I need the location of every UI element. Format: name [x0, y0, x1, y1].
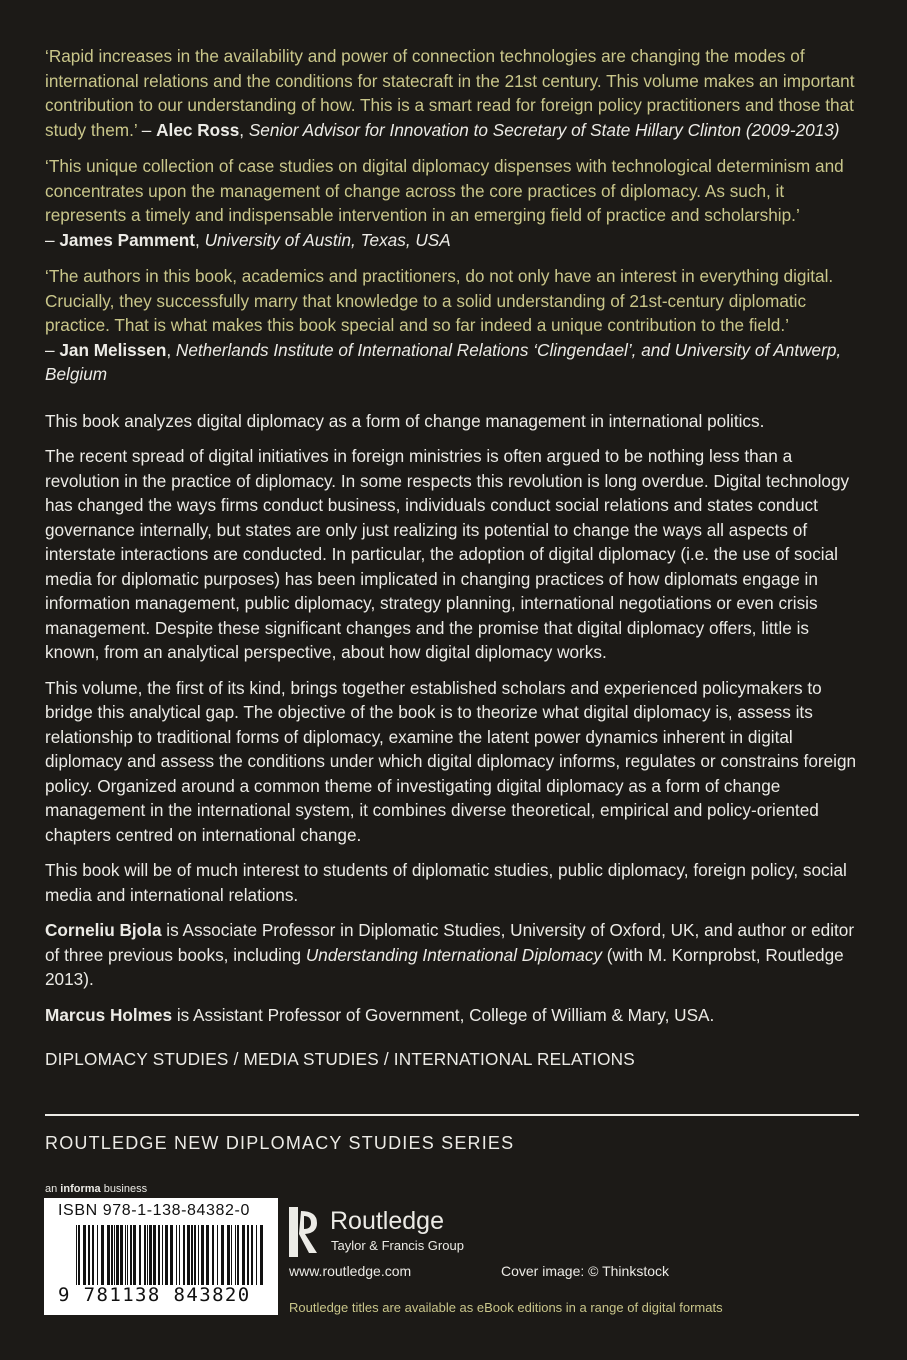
barcode-bar [139, 1225, 141, 1285]
ebook-note: Routledge titles are available as eBook editions in a range of digital formats [289, 1300, 723, 1315]
cover-credit: Cover image: © Thinkstock [501, 1263, 670, 1279]
barcode-bar [165, 1225, 168, 1285]
endorser-name: Jan Melissen [59, 339, 167, 360]
barcode-bar [237, 1225, 239, 1285]
subject-categories: DIPLOMACY STUDIES / MEDIA STUDIES / INTERNATIONAL RELATIONS [45, 1049, 635, 1069]
description-paragraph: The recent spread of digital initiatives in foreign ministries is often argued to be nothing less than a revolution in the practice of diplomacy. In some respects this revolution is long overdue. Digital technology has changed the ways firms conduct business, individuals conduct social relations and states conduct governance internally, but states are only just realizing its potential to change the ways all aspects of interstate interactions are conducted. In particular, the adoption of digital diplomacy (i.e. the use of social media for diplomatic purposes) has been implicated in changing practices of how diplomats engage in information management, public diplomacy, strategy planning, international negotiations or even crisis management. Despite these significant changes and the promise that digital diplomacy offers, little is known, from an analytical perspective, about how digital diplomacy works. [45, 446, 850, 662]
endorsements [45, 44, 865, 387]
barcode-bar [162, 1225, 163, 1285]
barcode-bar [212, 1225, 214, 1285]
book-title: Understanding International Diplomacy [305, 944, 603, 965]
endorser-affiliation: Netherlands Institute of International Relations ‘Clingendael’, and University of Antwerp, Belgium [45, 339, 842, 384]
isbn-label: ISBN 978-1-138-84382-0 [58, 1202, 250, 1219]
author-name: Marcus Holmes [45, 1004, 173, 1025]
barcode-bar [78, 1225, 80, 1285]
barcode-bar [235, 1225, 236, 1285]
barcode-bar [153, 1225, 156, 1285]
barcode-bar [114, 1225, 115, 1285]
barcode-bar [83, 1225, 86, 1285]
barcode-bar [147, 1225, 148, 1285]
barcode-bar [127, 1225, 128, 1285]
endorsement-2: ‘This unique collection of case studies on digital diplomacy dispenses with technological determinism and concentrates upon the management of change across the core practices of diplomacy. As such, it represents a timely and indispensable intervention in an emerging field of practice and scholarship.’ – James Pamment, University of Austin, Texas, USA [45, 156, 844, 250]
barcode-bar [97, 1225, 98, 1285]
barcode-bar [242, 1225, 245, 1285]
barcode-bar [201, 1225, 204, 1285]
author-bio-2: Marcus Holmes is Assistant Professor of Government, College of William & Mary, USA. [45, 1004, 715, 1025]
endorser-affiliation: University of Austin, Texas, USA [204, 229, 451, 250]
barcode-bar [144, 1225, 146, 1285]
endorser-affiliation: Senior Advisor for Innovation to Secretary of State Hillary Clinton (2009-2013) [248, 119, 840, 140]
barcode-bar [217, 1225, 218, 1285]
barcode-bars [76, 1225, 268, 1285]
barcode-bar [125, 1225, 126, 1285]
barcode-bar [88, 1225, 90, 1285]
barcode-bar [206, 1225, 209, 1285]
barcode-bar [176, 1225, 177, 1285]
description-paragraph: This book will be of much interest to students of diplomatic studies, public diplomacy, foreign policy, social media and international relations. [45, 860, 847, 905]
barcode-bar [227, 1225, 230, 1285]
barcode-bar [247, 1225, 249, 1285]
author-bio-1: Corneliu Bjola is Associate Professor in Diplomatic Studies, University of Oxford, UK, and author or editor of three previous books, including Understanding International Diplomacy (with M. Kornprobst, Routledge 2013). [45, 920, 855, 989]
barcode-digits: 9 781138 843820 [58, 1284, 251, 1306]
barcode-bar [130, 1225, 132, 1285]
isbn-barcode [44, 1198, 278, 1315]
endorsement-1: ‘Rapid increases in the availability and power of connection technologies are changing the modes of international relations and the conditions for statecraft in the 21st century. This volume makes an important contribution to our understanding of how. This is a smart read for foreign policy practitioners and those that study them.’ – Alec Ross, Senior Advisor for Innovation to Secretary of State Hillary Clinton (2009-2013) [45, 46, 855, 140]
barcode-bar [179, 1225, 180, 1285]
barcode-bar [111, 1225, 113, 1285]
barcode-bar [76, 1225, 77, 1285]
description-paragraph: This volume, the first of its kind, brings together established scholars and experienced policymakers to bridge this analytical gap. The objective of the book is to theorize what digital diplomacy is, assess its relationship to traditional forms of diplomacy, examine the latent power dynamics inherent in digital diplomacy and assess the conditions under which digital diplomacy informs, regulates or constrains foreign policy. Organized around a common theme of investigating digital diplomacy as a form of change management in the international system, it combines diverse theoretical, empirical and policy-oriented chapters centred on international change. [45, 677, 857, 845]
barcode-bar [158, 1225, 160, 1285]
barcode-bar [170, 1225, 173, 1285]
barcode-bar [183, 1225, 185, 1285]
barcode-bar [221, 1225, 224, 1285]
barcode-bar [120, 1225, 123, 1285]
barcode-bar [256, 1225, 257, 1285]
endorser-name: James Pamment [59, 229, 196, 250]
routledge-logo-icon [289, 1207, 319, 1257]
barcode-bar [149, 1225, 152, 1285]
barcode-bar [194, 1225, 196, 1285]
author-name: Corneliu Bjola [45, 920, 162, 940]
barcode-bar [107, 1225, 110, 1285]
publisher-name: Routledge [330, 1207, 444, 1235]
divider [45, 1114, 859, 1116]
barcode-bar [198, 1225, 199, 1285]
barcode-bar [116, 1225, 119, 1285]
barcode-bar [101, 1225, 104, 1285]
barcode-bar [187, 1225, 190, 1285]
series-title: ROUTLEDGE NEW DIPLOMACY STUDIES SERIES [45, 1133, 515, 1153]
barcode-bar [251, 1225, 253, 1285]
barcode-bar [191, 1225, 193, 1285]
description-paragraph: This book analyzes digital diplomacy as a form of change management in international politics. [45, 410, 765, 431]
publisher-website[interactable]: www.routledge.com [289, 1263, 412, 1279]
endorser-name: Alec Ross [156, 119, 240, 140]
barcode-bar [92, 1225, 94, 1285]
barcode-bar [231, 1225, 232, 1285]
publisher-group: Taylor & Francis Group [331, 1238, 464, 1253]
barcode-bar [260, 1225, 263, 1285]
back-cover-text [45, 44, 865, 1070]
informa-tagline: an informa business [45, 1183, 148, 1195]
barcode-bar [133, 1225, 136, 1285]
endorsement-3: ‘The authors in this book, academics and practitioners, do not only have an interest in everything digital. Crucially, they successfully marry that knowledge to a solid understanding of 21st-century diplomatic practice. That is what makes this book special and so far indeed a unique contribution to the field.’ – Jan Melissen, Netherlands Institute of International Relations ‘Clingendael’, and University of Antwerp, Belgium [45, 266, 842, 384]
